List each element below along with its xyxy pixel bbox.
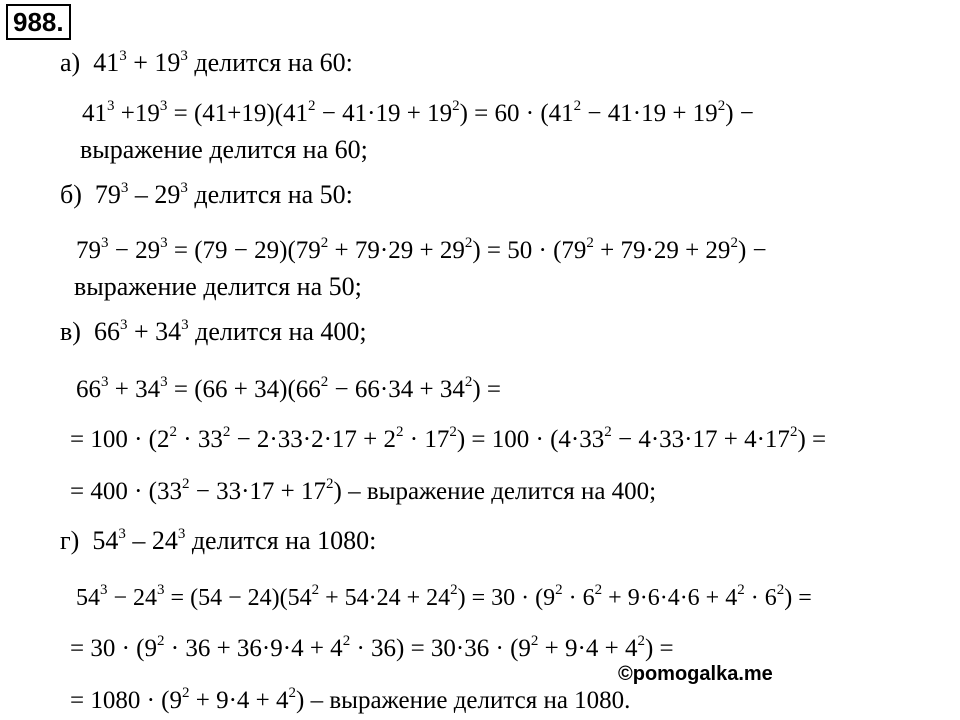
- part-g-label: г): [60, 526, 80, 555]
- part-b-calculation: $79^3 - 29^3 = (79 - 29)(79^2 + 79\cdot 29 + 29^2) = 50 \cdot (79^2 + 79\cdot 29 + 29^2)$ −: [76, 235, 767, 264]
- problem-number: 988.: [6, 4, 71, 40]
- part-a-calculation: $41^3 +19^3 = (41+19)(41^2 - 41\cdot 19 + 19^2) = 60 \cdot (41^2 - 41\cdot 19 + 19^2)$ −: [82, 98, 754, 127]
- part-v-statement: в) $66^3 + 34^3$ делится на 400;: [60, 317, 367, 346]
- part-v-calculation-3: = $400 \cdot (33^2 - 33\cdot 17 + 17^2)$ – выражение делится на 400;: [70, 476, 657, 505]
- part-g-calculation-3: = $1080 \cdot (9^2 + 9\cdot 4 + 4^2)$ – выражение делится на 1080.: [70, 685, 631, 714]
- part-b-conclusion: выражение делится на 50;: [74, 272, 362, 301]
- part-g-calculation-2: = $30 \cdot (9^2 \cdot 36 + 36\cdot 9\cdot 4 + 4^2 \cdot 36) = 30\cdot 36 \cdot (9^2 + 9\cdot 4 + 4^2)$ =: [70, 633, 674, 662]
- part-a-conclusion: выражение делится на 60;: [80, 135, 368, 164]
- part-v-label: в): [60, 317, 81, 346]
- part-b-label: б): [60, 180, 82, 209]
- watermark: ©pomogalka.me: [618, 663, 773, 685]
- part-g-statement: г) $54^3 - 24^3$ делится на 1080:: [60, 526, 377, 555]
- part-g-calculation-1: $54^3 - 24^3 = (54 - 24)(54^2 + 54\cdot 24 + 24^2) = 30 \cdot (9^2 \cdot 6^2 + 9\cdot 6\cdot 4\cdot 6 + 4^2 \cdot 6^2)$ =: [76, 582, 812, 611]
- part-b-statement: б) $79^3 - 29^3$ делится на 50:: [60, 180, 353, 209]
- part-v-calculation-1: $66^3 + 34^3 = (66 + 34)(66^2 - 66\cdot 34 + 34^2)$ =: [76, 374, 502, 403]
- part-a-label: а): [60, 48, 81, 77]
- part-v-calculation-2: = $100 \cdot (2^2 \cdot 33^2 - 2\cdot 33\cdot 2\cdot 17 + 2^2 \cdot 17^2) = 100 \cdot (4\cdot 33^2 - 4\cdot 33\cdot 17 + 4\cdot 17^2)$ =: [70, 424, 827, 453]
- part-a-statement: а) $41^3 + 19^3$ делится на 60:: [60, 48, 353, 77]
